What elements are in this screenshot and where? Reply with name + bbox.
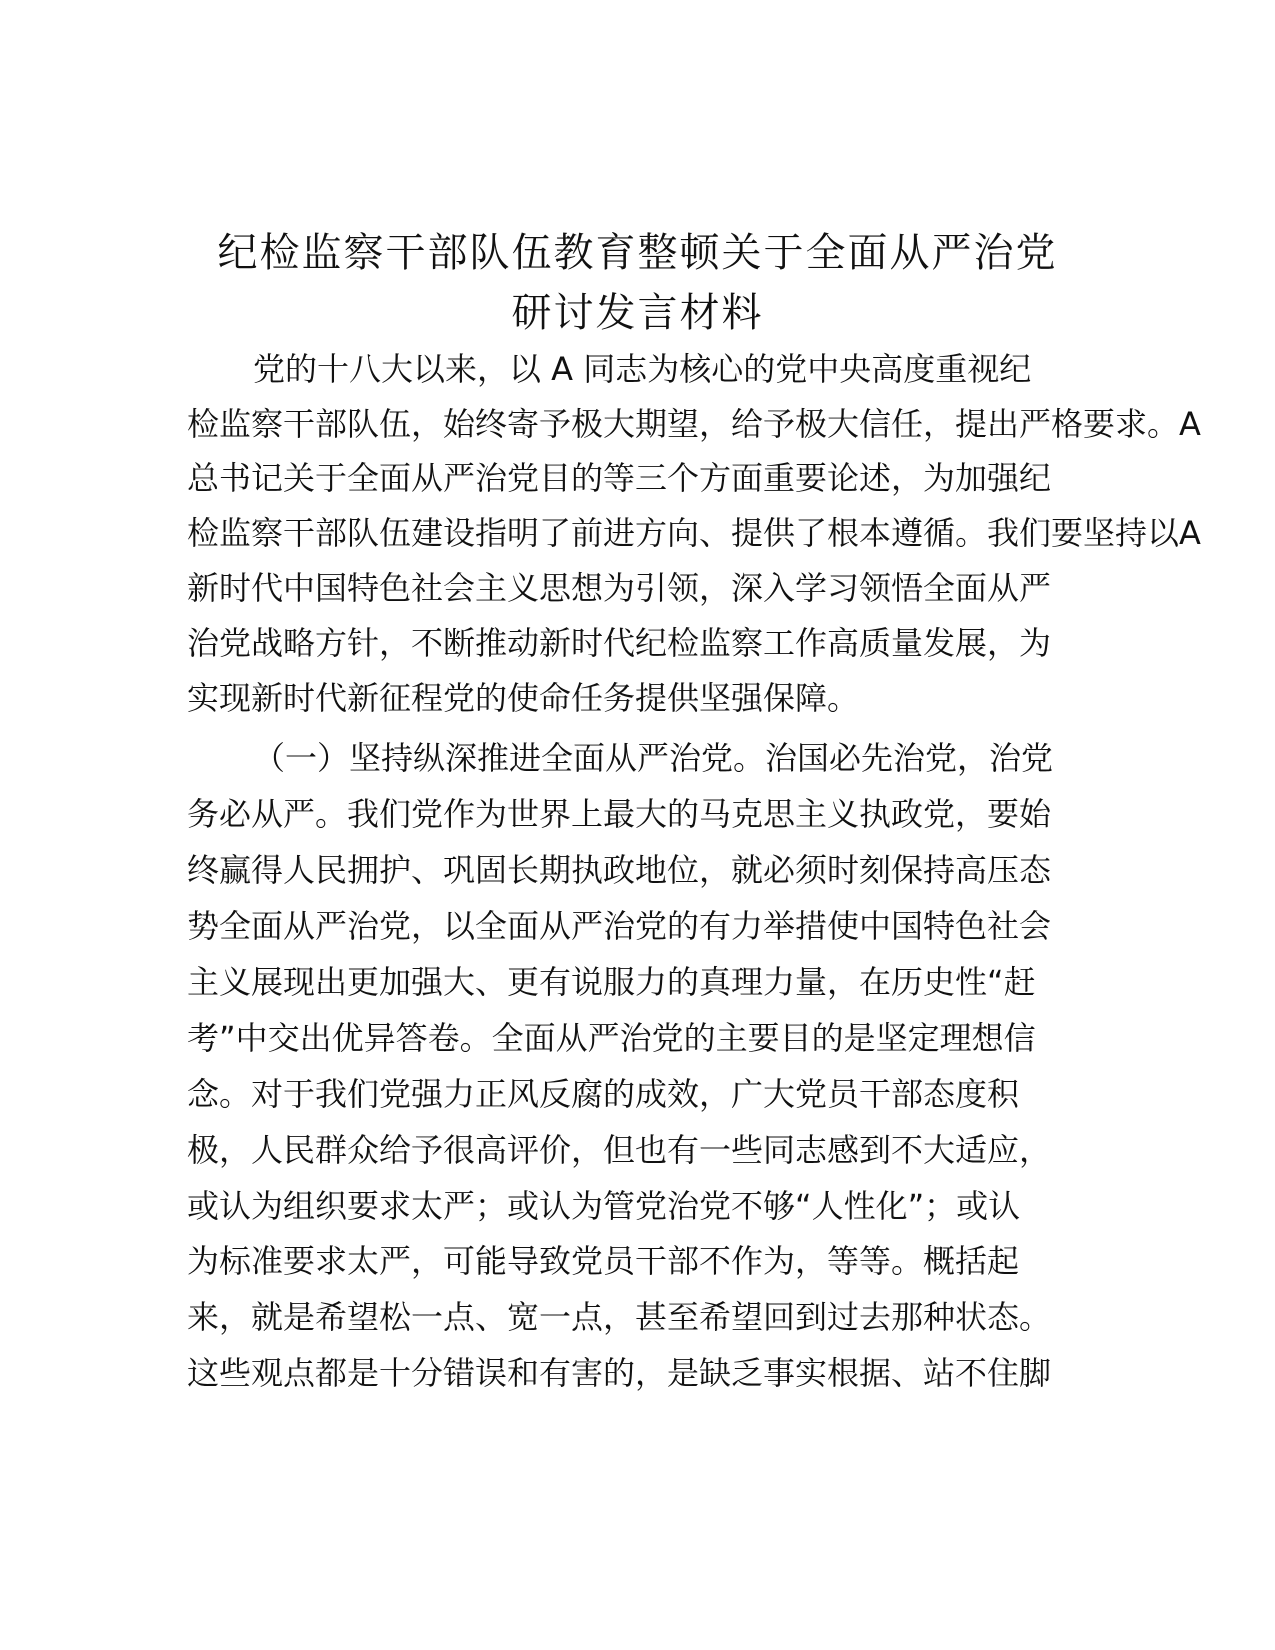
paragraph-line: 来，就是希望松一点、宽一点，甚至希望回到过去那种状态。 <box>187 1298 1052 1336</box>
paragraph-line: 检监察干部队伍，始终寄予极大期望，给予极大信任，提出严格要求。A <box>187 405 1201 443</box>
paragraph-line: 治党战略方针，不断推动新时代纪检监察工作高质量发展，为 <box>187 624 1052 662</box>
document-title-line-2: 研讨发言材料 <box>511 290 764 336</box>
paragraph-line: 为标准要求太严，可能导致党员干部不作为，等等。概括起 <box>187 1242 1020 1280</box>
paragraph-line: 势全面从严治党，以全面从严治党的有力举措使中国特色社会 <box>187 907 1052 945</box>
paragraph-line: 极，人民群众给予很高评价，但也有一些同志感到不大适应， <box>187 1131 1052 1169</box>
paragraph-line: 务必从严。我们党作为世界上最大的马克思主义执政党，要始 <box>187 795 1052 833</box>
paragraph-line: 念。对于我们党强力正风反腐的成效，广大党员干部态度积 <box>187 1075 1020 1113</box>
paragraph-line: 主义展现出更加强大、更有说服力的真理力量，在历史性“赶 <box>187 963 1036 1001</box>
paragraph-line: 考”中交出优异答卷。全面从严治党的主要目的是坚定理想信 <box>187 1019 1036 1057</box>
paragraph-line: 检监察干部队伍建设指明了前进方向、提供了根本遵循。我们要坚持以A <box>187 514 1201 552</box>
document-title-line-1: 纪检监察干部队伍教育整顿关于全面从严治党 <box>217 230 1058 276</box>
paragraph-line: 新时代中国特色社会主义思想为引领，深入学习领悟全面从严 <box>187 569 1052 607</box>
paragraph-line: 党的十八大以来，以 A 同志为核心的党中央高度重视纪 <box>253 350 1032 388</box>
paragraph-line: 这些观点都是十分错误和有害的，是缺乏事实根据、站不住脚 <box>187 1354 1052 1392</box>
paragraph-line: 总书记关于全面从严治党目的等三个方面重要论述，为加强纪 <box>187 459 1052 497</box>
paragraph-line: （一）坚持纵深推进全面从严治党。治国必先治党，治党 <box>253 739 1054 777</box>
paragraph-line: 或认为组织要求太严；或认为管党治党不够“人性化”；或认 <box>187 1187 1021 1225</box>
paragraph-line: 实现新时代新征程党的使命任务提供坚强保障。 <box>187 679 860 717</box>
paragraph-line: 终赢得人民拥护、巩固长期执政地位，就必须时刻保持高压态 <box>187 851 1052 889</box>
